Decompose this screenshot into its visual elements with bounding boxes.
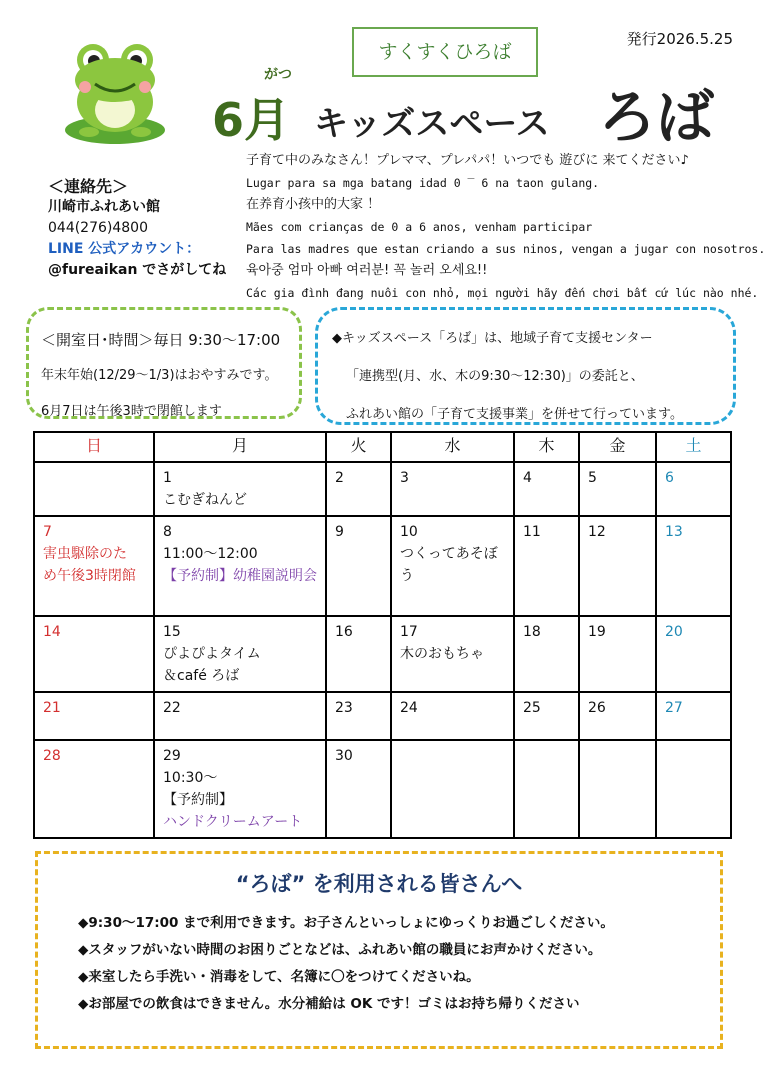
- calendar-day-number: 15: [163, 624, 181, 640]
- line-account-id: @fureaikan でさがしてね: [48, 262, 227, 278]
- greeting-japanese: 子育て中のみなさん！プレママ、プレパパ！いつでも 遊びに 来てください♪: [246, 153, 689, 168]
- greeting-tagalog: Lugar para sa mga batang idad 0 ‾ 6 na taon gulang.: [246, 176, 600, 190]
- calendar-day-number: 3: [400, 470, 409, 486]
- phone-number: 044(276)4800: [48, 220, 148, 236]
- weekday-header: 金: [579, 432, 656, 462]
- calendar-week-row: [34, 462, 731, 516]
- calendar-day-cell: [326, 516, 391, 616]
- about-line-2: 「連携型(月、水、木の9:30～12:30)」の委託と、: [346, 369, 644, 384]
- calendar-day-cell: [514, 692, 579, 740]
- calendar-event-line: め午後3時閉館: [43, 568, 136, 584]
- notice-item: ◆来室したら手洗い・消毒をして、名簿に〇をつけてくださいね。: [78, 969, 480, 985]
- about-line-3: ふれあい館の「子育て支援事業」を併せて行っています。: [346, 407, 683, 422]
- calendar-event-line: 10:30～: [163, 770, 218, 786]
- greeting-portuguese: Mães com crianças de 0 a 6 anos, venham participar: [246, 220, 593, 234]
- title-roba: ろば: [598, 83, 715, 151]
- calendar-week-row: [34, 692, 731, 740]
- calendar-day-cell: [154, 616, 326, 692]
- calendar-day-cell: [579, 616, 656, 692]
- calendar-day-cell: [326, 616, 391, 692]
- title-month: [212, 67, 292, 150]
- calendar-week-row: [34, 516, 731, 616]
- calendar-day-number: 13: [665, 524, 683, 540]
- calendar-day-cell: [656, 740, 731, 838]
- calendar-day-number: 10: [400, 524, 418, 540]
- line-account-label: LINE 公式アカウント：: [48, 241, 201, 257]
- notice-box: [35, 851, 723, 1049]
- weekday-header: 月: [154, 432, 326, 462]
- calendar-day-number: 26: [588, 700, 606, 716]
- calendar-day-cell: [579, 692, 656, 740]
- calendar-day-cell: [34, 616, 154, 692]
- calendar-week-row: [34, 616, 731, 692]
- notice-item: ◆お部屋での飲食はできません。水分補給は OK です！ゴミはお持ち帰りください: [78, 996, 580, 1012]
- calendar-day-cell: [154, 462, 326, 516]
- calendar-day-number: 6: [665, 470, 674, 486]
- calendar-day-number: 11: [523, 524, 541, 540]
- section-label: すくすくひろば: [352, 27, 538, 77]
- about-line-1: ◆キッズスペース「ろば」は、地域子育て支援センター: [332, 331, 653, 346]
- title-kids-space: キッズスペース: [314, 104, 550, 144]
- calendar-day-cell: [514, 462, 579, 516]
- calendar-day-number: 22: [163, 700, 181, 716]
- about-box: [315, 307, 736, 425]
- calendar-day-cell: [514, 616, 579, 692]
- opening-hours: ＜開室日･時間＞毎日 9:30～17:00: [41, 331, 281, 349]
- early-close-note: 6月7日は午後3時で閉館します: [41, 404, 222, 419]
- calendar-event-line: 11:00～12:00: [163, 546, 258, 562]
- calendar-event-line: ぴよぴよタイム: [163, 646, 261, 662]
- calendar-day-cell: [154, 740, 326, 838]
- frog-illustration: [55, 32, 175, 152]
- calendar-day-cell: [656, 462, 731, 516]
- calendar-day-number: 29: [163, 748, 181, 764]
- calendar-event-line: ＆café ろば: [163, 668, 240, 684]
- calendar-event-line: ハンドクリームアート: [163, 814, 303, 830]
- calendar-day-number: 18: [523, 624, 541, 640]
- calendar-day-number: 30: [335, 748, 353, 764]
- holiday-note: 年末年始(12/29～1/3)はおやすみです。: [41, 368, 278, 383]
- opening-hours-box: [26, 307, 302, 419]
- weekday-header: 火: [326, 432, 391, 462]
- calendar-day-number: 21: [43, 700, 61, 716]
- calendar-day-cell: [656, 616, 731, 692]
- calendar-day-number: 1: [163, 470, 172, 486]
- weekday-header: 木: [514, 432, 579, 462]
- calendar-event-line: つくってあそぼう: [400, 546, 498, 584]
- calendar-day-cell: [34, 462, 154, 516]
- calendar-day-number: 14: [43, 624, 61, 640]
- calendar-day-cell: [514, 740, 579, 838]
- calendar-day-number: 5: [588, 470, 597, 486]
- greeting-chinese: 在养育小孩中的大家 ！: [246, 197, 381, 212]
- calendar-table: [33, 431, 732, 839]
- calendar-day-number: 27: [665, 700, 683, 716]
- calendar-day-cell: [154, 692, 326, 740]
- calendar-day-cell: [34, 516, 154, 616]
- calendar-day-cell: [326, 692, 391, 740]
- calendar-day-cell: [579, 516, 656, 616]
- calendar-event-line: 木のおもちゃ: [400, 646, 484, 662]
- calendar-day-cell: [326, 462, 391, 516]
- calendar-event-line: 害虫駆除のた: [43, 546, 127, 562]
- calendar-day-cell: [579, 740, 656, 838]
- weekday-header: 水: [391, 432, 514, 462]
- month-text: 6月: [212, 93, 291, 147]
- calendar-day-number: 24: [400, 700, 418, 716]
- calendar-day-cell: [514, 516, 579, 616]
- notice-title: “ろば” を利用される皆さんへ: [235, 872, 523, 896]
- contact-block: [48, 176, 226, 281]
- calendar-day-number: 28: [43, 748, 61, 764]
- issue-date: 発行2026.5.25: [626, 30, 733, 48]
- calendar-day-number: 19: [588, 624, 606, 640]
- weekday-header: 土: [656, 432, 731, 462]
- weekday-header: 日: [34, 432, 154, 462]
- calendar-day-cell: [34, 740, 154, 838]
- facility-name: 川崎市ふれあい館: [48, 199, 160, 215]
- calendar-header-row: [34, 432, 731, 462]
- calendar-day-cell: [391, 462, 514, 516]
- calendar-day-cell: [391, 516, 514, 616]
- contact-heading: ＜連絡先＞: [48, 177, 129, 196]
- calendar-event-line: こむぎねんど: [163, 492, 247, 508]
- calendar-event-line: 【予約制】: [163, 792, 233, 808]
- greeting-block: [246, 150, 765, 304]
- greeting-vietnamese: Các gia đình đang nuôi con nhỏ, mọi người hãy đến chơi bất cứ lúc nào nhé.: [246, 286, 759, 300]
- calendar-day-number: 23: [335, 700, 353, 716]
- calendar-day-cell: [579, 462, 656, 516]
- calendar-day-cell: [154, 516, 326, 616]
- calendar-day-number: 8: [163, 524, 172, 540]
- calendar-week-row: [34, 740, 731, 838]
- month-ruby: がつ: [264, 67, 292, 83]
- calendar-day-cell: [326, 740, 391, 838]
- calendar-day-number: 7: [43, 524, 52, 540]
- notice-item: ◆9:30～17:00 まで利用できます。お子さんといっしょにゆっくりお過ごしください。: [78, 915, 614, 931]
- calendar-day-number: 20: [665, 624, 683, 640]
- greeting-spanish: Para las madres que estan criando a sus ninos, vengan a jugar con nosotros.: [246, 242, 765, 256]
- calendar-day-cell: [391, 740, 514, 838]
- calendar-day-number: 12: [588, 524, 606, 540]
- calendar-day-cell: [34, 692, 154, 740]
- greeting-korean: 육아중 엄마 아빠 여러분! 꼭 놀러 오세요!!: [246, 263, 488, 278]
- calendar-day-number: 25: [523, 700, 541, 716]
- calendar-event-line: 【予約制】幼稚園説明会: [163, 568, 317, 584]
- calendar-day-cell: [391, 616, 514, 692]
- calendar-day-number: 17: [400, 624, 418, 640]
- calendar-day-number: 2: [335, 470, 344, 486]
- calendar-day-number: 9: [335, 524, 344, 540]
- calendar-day-number: 16: [335, 624, 353, 640]
- calendar-day-cell: [656, 692, 731, 740]
- notice-item: ◆スタッフがいない時間のお困りごとなどは、ふれあい館の職員にお声かけください。: [78, 942, 602, 958]
- calendar-day-number: 4: [523, 470, 532, 486]
- calendar-day-cell: [391, 692, 514, 740]
- calendar-day-cell: [656, 516, 731, 616]
